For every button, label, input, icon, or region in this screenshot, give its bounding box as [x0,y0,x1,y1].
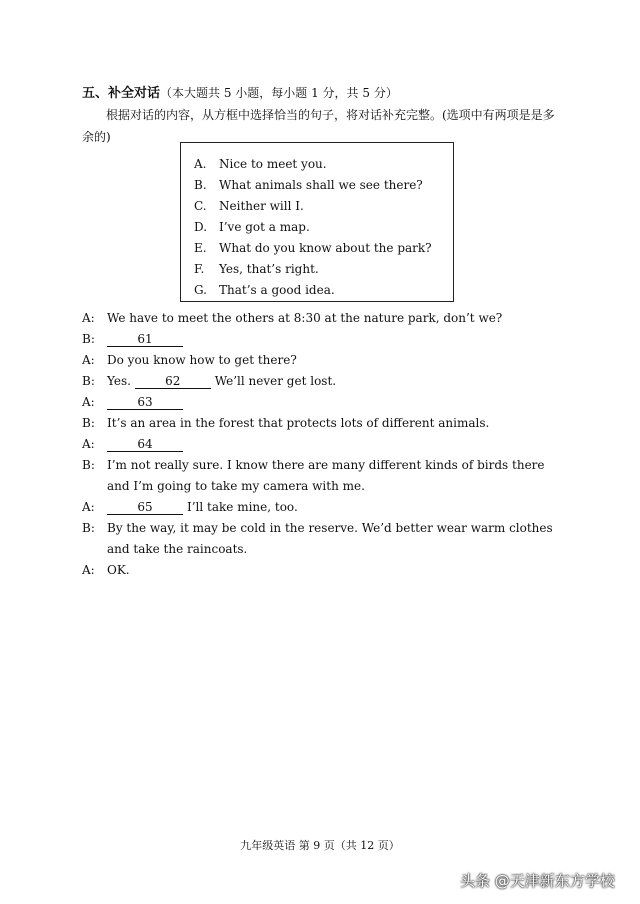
option-item [181,195,453,216]
dialogue-text [107,371,568,392]
dialogue-text: By the way, it may be cold in the reserve. We’d better wear warm clothes and take the raincoats. [107,521,553,556]
speaker-label: A: [82,311,95,325]
answer-blank: 64 [107,437,183,452]
option-letter: E. [194,240,207,255]
dialogue-text [107,392,568,413]
option-text: I’ve got a map. [219,219,310,234]
dialogue-text [107,434,568,455]
speaker-label: B: [82,332,95,346]
option-item [181,279,453,300]
option-item [181,237,453,258]
speaker-label: A: [82,437,95,451]
speaker-label: A: [82,563,95,577]
dialogue-text: I’m not really sure. I know there are many different kinds of birds there and I’m going to take my camera with me. [107,458,545,493]
speaker-label: B: [82,458,95,472]
option-letter: G. [194,282,207,297]
section-title: 补全对话 [108,86,161,101]
option-text: What do you know about the park? [219,240,432,255]
option-text: What animals shall we see there? [219,177,423,192]
answer-blank: 65 [107,500,183,515]
dialogue-line [82,350,568,371]
dialogue-text: OK. [107,563,130,577]
option-letter: A. [194,156,207,171]
dialogue-text: Do you know how to get there? [107,353,297,367]
section-heading [82,82,398,101]
dialogue-text: We have to meet the others at 8:30 at the nature park, don’t we? [107,311,503,325]
dialogue-line [82,413,568,434]
option-text: That’s a good idea. [219,282,335,297]
answer-blank: 62 [135,374,211,389]
option-item [181,153,453,174]
answer-blank: 61 [107,332,183,347]
option-text: Yes, that’s right. [219,261,319,276]
speaker-label: A: [82,353,95,367]
option-item [181,174,453,195]
dialogue-line [82,434,568,455]
dialogue-text [107,497,568,518]
section-number: 五、 [82,86,109,101]
speaker-label: A: [82,395,95,409]
text-after-blank: I’ll take mine, too. [187,500,298,514]
answer-blank: 63 [107,395,183,410]
dialogue-line [82,392,568,413]
dialogue-line [82,560,568,581]
options-box [180,142,454,302]
text-before-blank: Yes. [107,374,135,388]
option-letter: C. [194,198,207,213]
speaker-label: B: [82,521,95,535]
speaker-label: B: [82,374,95,388]
dialogue-text [107,329,568,350]
option-text: Neither will I. [219,198,304,213]
dialogue-line [82,497,568,518]
option-letter: D. [194,219,208,234]
dialogue-line [82,455,568,497]
section-note: （本大题共 5 小题，每小题 1 分，共 5 分） [160,86,398,100]
text-after-blank: We’ll never get lost. [214,374,337,388]
dialogue-line [82,308,568,329]
watermark: 头条 @天津新东方学校 [460,872,615,890]
dialogue [82,308,568,581]
instructions: 根据对话的内容，从方框中选择恰当的句子，将对话补充完整。(选项中有两项是是多余的) [82,108,555,144]
option-letter: F. [194,261,205,276]
option-letter: B. [194,177,207,192]
speaker-label: A: [82,500,95,514]
option-item [181,258,453,279]
dialogue-line [82,518,568,560]
speaker-label: B: [82,416,95,430]
dialogue-line [82,329,568,350]
dialogue-text: It’s an area in the forest that protects lots of different animals. [107,416,490,430]
option-text: Nice to meet you. [219,156,327,171]
option-item [181,216,453,237]
page-footer: 九年级英语 第 9 页（共 12 页） [240,839,400,852]
dialogue-line [82,371,568,392]
